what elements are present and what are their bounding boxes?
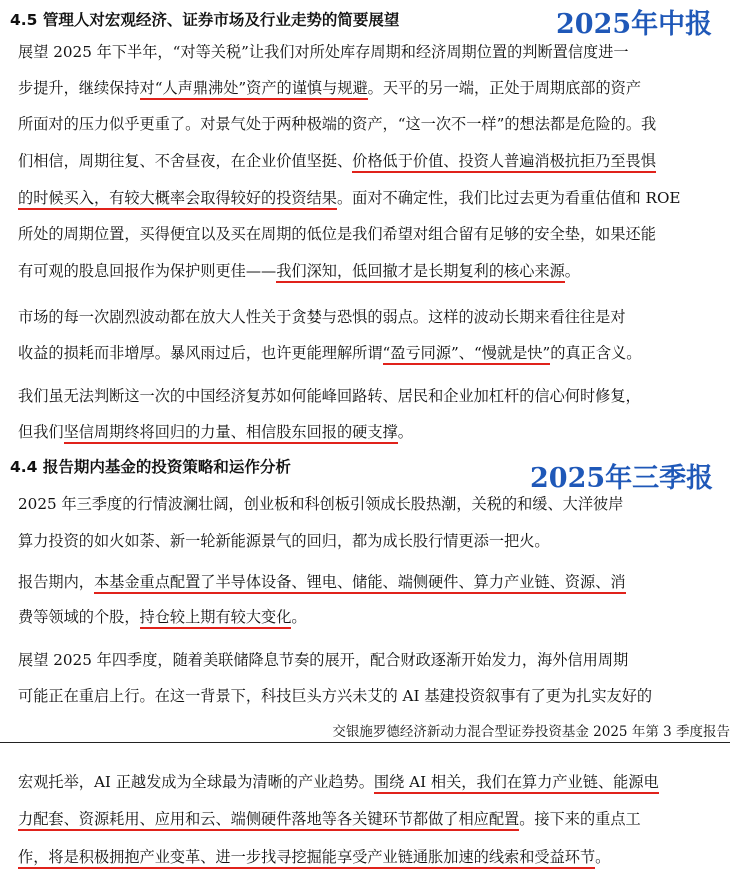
highlight-underline: 作，将是积极拥抱产业变革、进一步找寻挖掘能享受产业链通胀加速的线索和受益环节 <box>18 848 595 869</box>
text-line: 步提升，继续保持对“人声鼎沸处”资产的谨慎与规避。天平的另一端，正处于周期底部的资产 <box>18 76 641 100</box>
highlight-underline: 我们深知，低回撤才是长期复利的核心来源 <box>276 262 565 283</box>
text-line: 但我们坚信周期终将回归的力量、相信股东回报的硬支撑。 <box>18 420 413 444</box>
text-line: 我们虽无法判断这一次的中国经济复苏如何能峰回路转、居民和企业加杠杆的信心何时修复， <box>18 387 641 405</box>
text-line: 展望 2025 年下半年，“对等关税”让我们对所处库存周期和经济周期位置的判断置信度进一 <box>18 43 629 61</box>
text-line: 所处的周期位置，买得便宜以及买在周期的低位是我们希望对组合留有足够的安全垫，如果还能 <box>18 225 656 243</box>
page-divider <box>0 742 730 743</box>
q3-report-badge: 2025年三季报 <box>530 463 714 494</box>
highlight-underline: 力配套、资源耗用、应用和云、端侧硬件落地等各关键环节都做了相应配置 <box>18 810 519 831</box>
text-line: 宏观托举，AI 正越发成为全球最为清晰的产业趋势。围绕 AI 相关，我们在算力产业链、能源电 <box>18 770 659 794</box>
text-line: 市场的每一次剧烈波动都在放大人性关于贪婪与恐惧的弱点。这样的波动长期来看往往是对 <box>18 308 626 326</box>
text-line: 的时候买入，有较大概率会取得较好的投资结果。面对不确定性，我们比过去更为看重估值和 ROE <box>18 186 681 210</box>
midyear-report-badge: 2025年中报 <box>556 9 713 40</box>
text-line: 展望 2025 年四季度，随着美联储降息节奏的展开，配合财政逐渐开始发力，海外信用周期 <box>18 651 629 669</box>
highlight-underline: “盈亏同源”、“慢就是快” <box>383 344 551 365</box>
text-line: 2025 年三季度的行情波澜壮阔，创业板和科创板引领成长股热潮，关税的和缓、大洋彼岸 <box>18 495 624 513</box>
text-line: 算力投资的如火如荼、新一轮新能源景气的回归，都为成长股行情更添一把火。 <box>18 532 550 550</box>
text-line: 收益的损耗而非增厚。暴风雨过后，也许更能理解所谓“盈亏同源”、“慢就是快”的真正含义。 <box>18 341 641 365</box>
section2-heading: 4.4 报告期内基金的投资策略和运作分析 <box>10 458 291 476</box>
highlight-underline: 对“人声鼎沸处”资产的谨慎与规避 <box>140 79 368 100</box>
highlight-underline: 价格低于价值、投资人普遍消极抗拒乃至畏惧 <box>352 152 656 173</box>
highlight-underline: 坚信周期终将回归的力量、相信股东回报的硬支撑 <box>64 423 398 444</box>
text-line: 费等领域的个股，持仓较上期有较大变化。 <box>18 605 307 629</box>
section1-heading: 4.5 管理人对宏观经济、证券市场及行业走势的简要展望 <box>10 11 400 29</box>
highlight-underline: 的时候买入，有较大概率会取得较好的投资结果 <box>18 189 337 210</box>
highlight-underline: 围绕 AI 相关，我们在算力产业链、能源电 <box>374 773 659 794</box>
text-line: 有可观的股息回报作为保护则更佳——我们深知，低回撤才是长期复利的核心来源。 <box>18 259 580 283</box>
text-line: 可能正在重启上行。在这一背景下，科技巨头方兴未艾的 AI 基建投资叙事有了更为扎实友好的 <box>18 687 653 705</box>
text-line: 所面对的压力似乎更重了。对景气处于两种极端的资产，“这一次不一样”的想法都是危险的。我 <box>18 115 657 133</box>
text-line: 作，将是积极拥抱产业变革、进一步找寻挖掘能享受产业链通胀加速的线索和受益环节。 <box>18 845 610 869</box>
text-line: 力配套、资源耗用、应用和云、端侧硬件落地等各关键环节都做了相应配置。接下来的重点工 <box>18 807 641 831</box>
text-line: 报告期内，本基金重点配置了半导体设备、锂电、储能、端侧硬件、算力产业链、资源、消 <box>18 570 626 594</box>
highlight-underline: 本基金重点配置了半导体设备、锂电、储能、端侧硬件、算力产业链、资源、消 <box>94 573 626 594</box>
highlight-underline: 持仓较上期有较大变化 <box>140 608 292 629</box>
text-line: 们相信，周期往复、不舍昼夜，在企业价值坚挺、价格低于价值、投资人普遍消极抗拒乃至畏惧 <box>18 149 656 173</box>
report-footer: 交银施罗德经济新动力混合型证券投资基金 2025 年第 3 季度报告 <box>332 724 730 740</box>
